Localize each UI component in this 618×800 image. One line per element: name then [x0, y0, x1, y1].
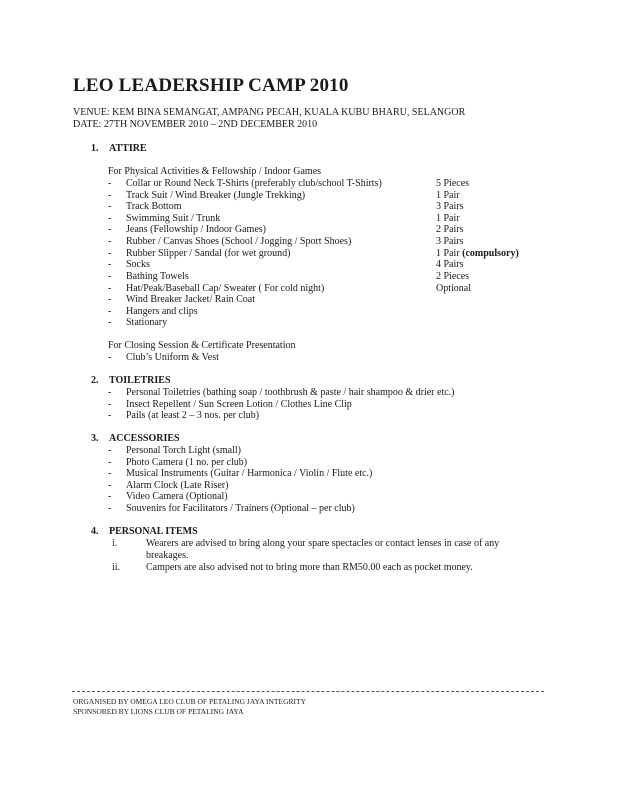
- attire-item-qty: [436, 213, 460, 224]
- attire-item-name: Track Bottom: [126, 201, 182, 212]
- compulsory-note: (compulsory): [462, 248, 519, 259]
- list-dash: -: [108, 190, 112, 201]
- accessories-item: Video Camera (Optional): [126, 491, 228, 502]
- attire-item-qty: [436, 178, 469, 189]
- list-dash: -: [108, 283, 112, 294]
- qty-value: 5 Pieces: [436, 178, 470, 189]
- list-dash: -: [108, 248, 112, 259]
- section-number: 3.: [91, 433, 99, 444]
- section-toiletries-heading: [91, 375, 171, 386]
- section-title: PERSONAL ITEMS: [109, 526, 198, 537]
- attire-item-name: Stationary: [126, 317, 168, 328]
- list-dash: -: [108, 399, 112, 410]
- attire-item-name: Jeans (Fellowship / Indoor Games): [126, 224, 266, 235]
- attire-item-name: Hangers and clips: [126, 306, 198, 317]
- toiletries-item: Personal Toiletries (bathing soap / toothbrush & paste / hair shampoo & drier etc.): [126, 387, 455, 398]
- personal-item-text: Wearers are advised to bring along your spare spectacles or contact lenses in case of any: [146, 538, 500, 549]
- list-dash: -: [108, 294, 112, 305]
- list-dash: -: [108, 201, 112, 212]
- accessories-item: Musical Instruments (Guitar / Harmonica / Violin / Flute etc.): [126, 468, 373, 479]
- attire-item-qty: [436, 236, 464, 247]
- attire-closing-intro: For Closing Session & Certificate Presentation: [108, 340, 296, 351]
- list-dash: -: [108, 178, 112, 189]
- qty-value: 1 Pair: [436, 248, 460, 259]
- section-number: 4.: [91, 526, 99, 537]
- attire-item-qty: [436, 224, 464, 235]
- list-dash: -: [108, 259, 112, 270]
- section-number: 2.: [91, 375, 99, 386]
- list-dash: -: [108, 236, 112, 247]
- list-dash: -: [108, 387, 112, 398]
- personal-item-text: Campers are also advised not to bring more than RM50.00 each as pocket money.: [146, 562, 473, 573]
- attire-item-name: Rubber Slipper / Sandal (for wet ground): [126, 248, 291, 259]
- document-title: LEO LEADERSHIP CAMP 2010: [73, 75, 349, 96]
- list-dash: -: [108, 224, 112, 235]
- footer-divider: [72, 691, 544, 692]
- date-line: DATE: 27TH NOVEMBER 2010 – 2ND DECEMBER 2010: [73, 119, 318, 130]
- roman-marker: i.: [112, 538, 118, 549]
- list-dash: -: [108, 468, 112, 479]
- attire-item-qty: [436, 271, 469, 282]
- attire-item-name: Rubber / Canvas Shoes (School / Jogging / Sport Shoes): [126, 236, 352, 247]
- closing-item: Club’s Uniform & Vest: [126, 352, 219, 363]
- section-accessories-heading: [91, 433, 180, 444]
- list-dash: -: [108, 213, 112, 224]
- attire-item-name: Socks: [126, 259, 150, 270]
- list-dash: -: [108, 352, 112, 363]
- list-dash: -: [108, 271, 112, 282]
- accessories-item: Photo Camera (1 no. per club): [126, 457, 248, 468]
- section-title: ATTIRE: [109, 143, 147, 154]
- qty-value: 2 Pairs: [436, 224, 464, 235]
- attire-item-name: Collar or Round Neck T-Shirts (preferably club/school T-Shirts): [126, 178, 382, 189]
- list-dash: -: [108, 480, 112, 491]
- attire-item-name: Swimming Suit / Trunk: [126, 213, 221, 224]
- qty-value: Optional: [436, 283, 471, 294]
- section-number: 1.: [91, 143, 99, 154]
- attire-item-qty: [436, 283, 471, 294]
- accessories-item: Personal Torch Light (small): [126, 445, 241, 456]
- accessories-item: Souvenirs for Facilitators / Trainers (Optional – per club): [126, 503, 355, 514]
- list-dash: -: [108, 503, 112, 514]
- attire-item-qty: [436, 259, 464, 270]
- roman-marker: ii.: [112, 562, 121, 573]
- attire-item-qty: [436, 201, 464, 212]
- attire-item-name: Hat/Peak/Baseball Cap/ Sweater ( For cold night): [126, 283, 325, 294]
- qty-value: 1 Pair: [436, 213, 460, 224]
- attire-item-name: Track Suit / Wind Breaker (Jungle Trekking): [126, 190, 306, 201]
- section-personal-heading: [91, 526, 198, 537]
- list-dash: -: [108, 491, 112, 502]
- section-title: ACCESSORIES: [109, 433, 180, 444]
- list-dash: -: [108, 410, 112, 421]
- attire-item-qty: [436, 248, 519, 259]
- personal-item-text-cont: breakages.: [146, 550, 189, 561]
- qty-value: 1 Pair: [436, 190, 460, 201]
- list-dash: -: [108, 306, 112, 317]
- attire-item-qty: [436, 190, 460, 201]
- qty-value: 3 Pairs: [436, 201, 464, 212]
- list-dash: -: [108, 317, 112, 328]
- qty-value: 2 Pieces: [436, 271, 470, 282]
- section-title: TOILETRIES: [109, 375, 171, 386]
- list-dash: -: [108, 445, 112, 456]
- list-dash: -: [108, 457, 112, 468]
- footer-sponsored: SPONSORED BY LIONS CLUB OF PETALING JAYA: [73, 707, 244, 716]
- attire-item-name: Wind Breaker Jacket/ Rain Coat: [126, 294, 255, 305]
- toiletries-item: Insect Repellent / Sun Screen Lotion / Clothes Line Clip: [126, 399, 352, 410]
- accessories-item: Alarm Clock (Late Riser): [126, 480, 229, 491]
- attire-item-name: Bathing Towels: [126, 271, 189, 282]
- toiletries-item: Pails (at least 2 – 3 nos. per club): [126, 410, 260, 421]
- venue-line: VENUE: KEM BINA SEMANGAT, AMPANG PECAH, KUALA KUBU BHARU, SELANGOR: [73, 107, 466, 118]
- qty-value: 4 Pairs: [436, 259, 464, 270]
- footer-organised: ORGANISED BY OMEGA LEO CLUB OF PETALING JAYA INTEGRITY: [73, 697, 307, 706]
- qty-value: 3 Pairs: [436, 236, 464, 247]
- section-attire-heading: [91, 143, 147, 154]
- attire-physical-intro: For Physical Activities & Fellowship / Indoor Games: [108, 166, 322, 177]
